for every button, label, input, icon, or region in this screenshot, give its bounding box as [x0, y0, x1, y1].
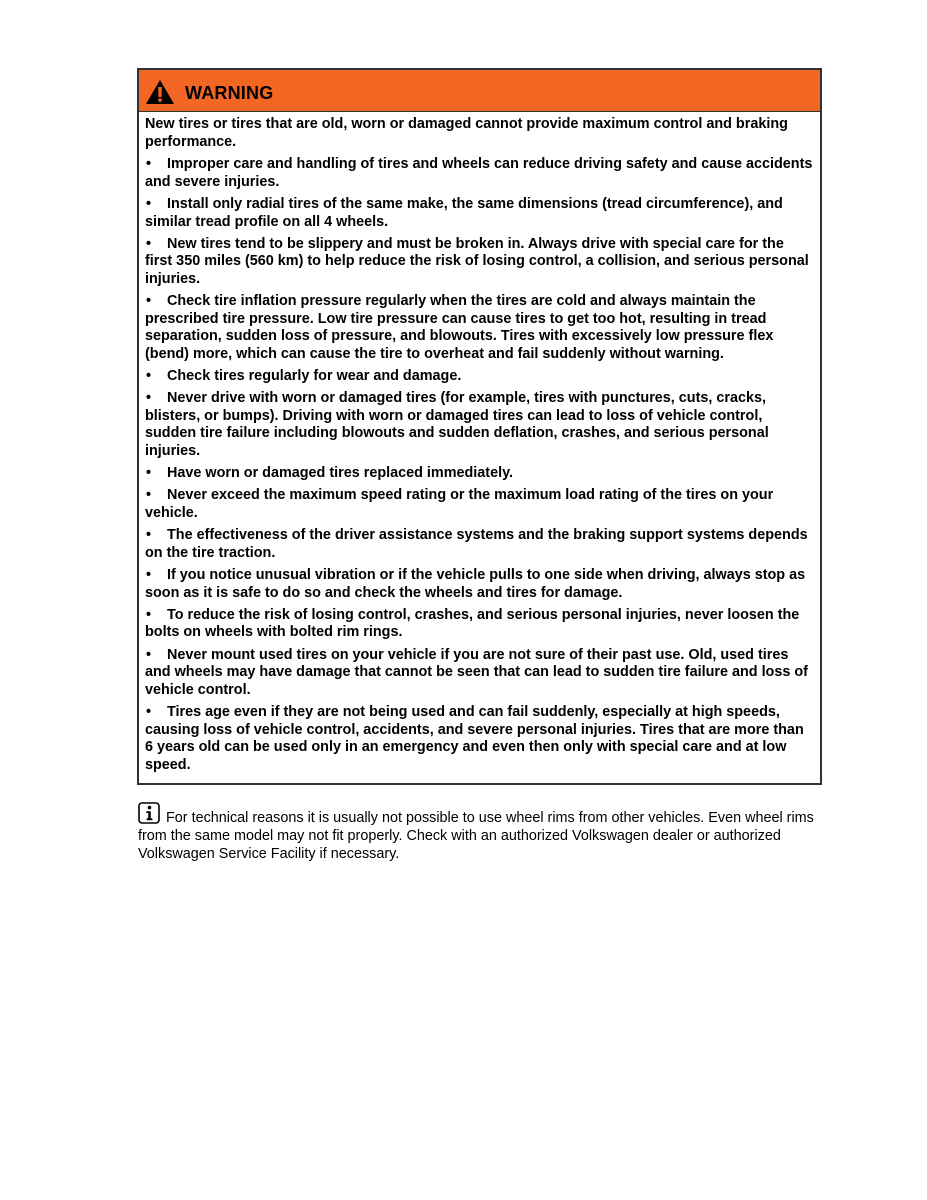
warning-bullet-text: Tires age even if they are not being used and can fail suddenly, especially at high speeds, causing loss of vehicle control, accidents, and severe personal injuries. Tires that are more than 6 years old can be used only in an emergency and even then only with special care and at low speed. [145, 703, 804, 773]
warning-bullet-item [145, 465, 814, 483]
warning-bullet-item [145, 487, 814, 522]
bullet-icon: • [146, 487, 152, 504]
warning-intro: New tires or tires that are old, worn or damaged cannot provide maximum control and braking performance. [145, 116, 788, 150]
info-icon [138, 802, 160, 824]
warning-bullet-text: Never mount used tires on your vehicle if you are not sure of their past use. Old, used tires and wheels may have damage that cannot be seen that can lead to sudden tire failure and loss of vehicle control. [145, 646, 808, 698]
warning-bullet-item [145, 293, 814, 363]
bullet-icon: • [146, 567, 152, 583]
bullet-icon: • [146, 156, 152, 173]
warning-bullet-text: Improper care and handling of tires and wheels can reduce driving safety and cause accidents and severe injuries. [145, 156, 813, 190]
warning-bullet-item [145, 368, 814, 386]
warning-bullet-item [145, 156, 814, 191]
bullet-icon: • [146, 195, 152, 212]
warning-bullet-text: The effectiveness of the driver assistance systems and the braking support systems depends on the tire traction. [145, 527, 808, 561]
warning-bullet-item [145, 236, 814, 289]
bullet-icon: • [146, 293, 152, 310]
info-note-text: For technical reasons it is usually not possible to use wheel rims from other vehicles. Even wheel rims from the same model may not fit properly. Check with an authorized Volkswagen dealer or authorized Volkswagen Service Facility if necessary. [138, 810, 814, 862]
bullet-icon: • [146, 703, 152, 720]
warning-box [137, 68, 822, 785]
warning-bullet-item [145, 704, 814, 774]
warning-bullet-text: If you notice unusual vibration or if the vehicle pulls to one side when driving, always stop as soon as it is safe to do so and check the wheels and tires for damage. [145, 567, 806, 601]
warning-bullet-item [145, 647, 814, 700]
warning-bullet-item [145, 196, 814, 231]
bullet-icon: • [146, 390, 152, 407]
bullet-icon: • [146, 235, 152, 252]
warning-header [139, 70, 820, 112]
warning-bullet-text: New tires tend to be slippery and must be broken in. Always drive with special care for the first 350 miles (560 km) to help reduce the risk of losing control, a collision, and serious personal injuries. [145, 235, 809, 287]
warning-bullet-text: Install only radial tires of the same make, the same dimensions (tread circumference), and similar tread profile on all 4 wheels. [145, 195, 783, 230]
warning-bullet-text: Have worn or damaged tires replaced immediately. [167, 465, 514, 482]
bullet-icon: • [146, 368, 152, 385]
warning-bullet-item [145, 527, 814, 562]
warning-body [139, 112, 820, 783]
warning-bullet-list [145, 156, 814, 774]
warning-triangle-icon [145, 79, 175, 105]
warning-bullet-item [145, 390, 814, 460]
warning-title: WARNING [185, 83, 274, 103]
warning-bullet-text: To reduce the risk of losing control, crashes, and serious personal injuries, never loosen the bolts on wheels with bolted rim rings. [145, 606, 800, 641]
warning-bullet-item [145, 607, 814, 642]
warning-bullet-item [145, 567, 814, 602]
bullet-icon: • [146, 646, 152, 663]
warning-bullet-text: Never drive with worn or damaged tires (for example, tires with punctures, cuts, cracks, blisters, or bumps). Driving with worn or damaged tires can lead to loss of vehicle control, sudden tire failure including blowouts and sudden deflation, crashes, and serious personal injuries. [145, 390, 769, 460]
bullet-icon: • [146, 527, 152, 544]
bullet-icon: • [146, 606, 152, 623]
warning-bullet-text: Check tires regularly for wear and damage. [167, 368, 462, 385]
info-note [138, 802, 824, 863]
warning-bullet-text: Never exceed the maximum speed rating or the maximum load rating of the tires on your vehicle. [145, 487, 774, 522]
warning-bullet-text: Check tire inflation pressure regularly when the tires are cold and always maintain the prescribed tire pressure. Low tire pressure can cause tires to get too hot, resulting in tread separation, sudden loss of pressure, and blowouts. Tires with excessively low pressure flex (bend) more, which can cause the tire to overheat and fail suddenly without warning. [145, 293, 774, 362]
bullet-icon: • [146, 465, 152, 482]
